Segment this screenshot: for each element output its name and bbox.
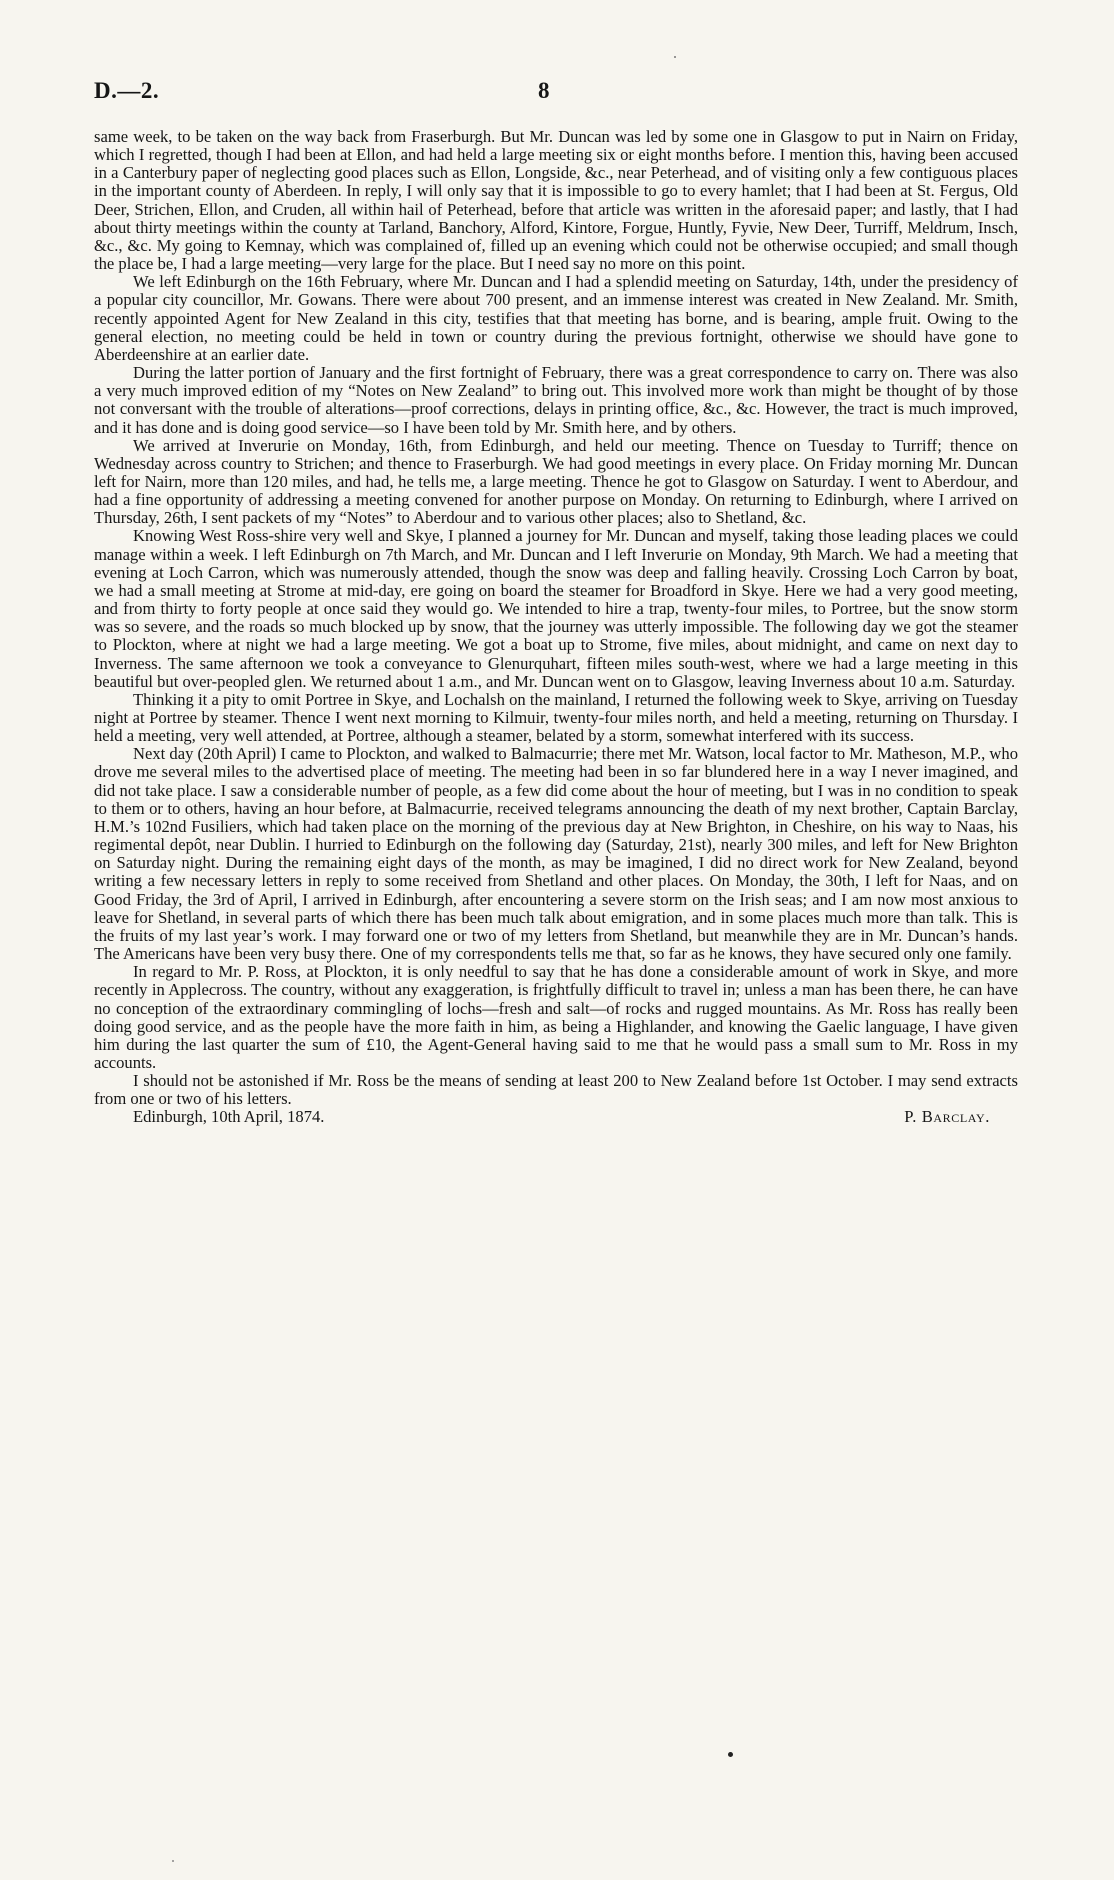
ink-speck [728,1752,733,1757]
paragraph: We arrived at Inverurie on Monday, 16th, from Edinburgh, and held our meeting. Thence on Tuesday to Turriff; thence on Wednesday across country to Strichen; and thence to Fraserburgh. We had good meetings in every place. On Friday morning Mr. Duncan left for Nairn, more than 120 miles, and had, he tells me, a large meeting. Thence he got to Glasgow on Saturday. I went to Aberdour, and had a fine opportunity of addressing a meeting convened for another purpose on Monday. On returning to Edinburgh, where I arrived on Thursday, 26th, I sent packets of my “Notes” to Aberdour and to various other places; also to Shetland, &c. [94,435,1018,528]
page-number: 8 [538,78,550,103]
signature: P. Barclay. [904,1107,990,1127]
paragraph: I should not be astonished if Mr. Ross be the means of sending at least 200 to New Zealand before 1st October. I may send extracts from one or two of his letters. [94,1071,1018,1109]
body-text [94,128,1018,1127]
paragraph: During the latter portion of January and the first fortnight of February, there was a great correspondence to carry on. There was also a very much improved edition of my “Notes on New Zealand” to bring out. This involved more work than might be thought of by those not conversant with the trouble of alterations—proof corrections, delays in printing office, &c., &c. However, the tract is much improved, and it has done and is doing good service—so I have been told by Mr. Smith here, and by others. [94,363,1018,437]
place-and-date: Edinburgh, 10th April, 1874. [133,1107,325,1127]
paragraph: We left Edinburgh on the 16th February, where Mr. Duncan and I had a splendid meeting on Saturday, 14th, under the presidency of a popular city councillor, Mr. Gowans. There were about 700 present, and an immense interest was created in New Zealand. Mr. Smith, recently appointed Agent for New Zealand in this city, testifies that that meeting has borne, and is bearing, ample fruit. Owing to the general election, no meeting could be held in town or country during the previous fortnight, otherwise we should have gone to Aberdeenshire at an earlier date. [94,272,1018,364]
document-code: D.—2. [94,78,160,103]
signoff [94,1108,1018,1127]
ink-speck [172,1860,174,1862]
paragraph: Knowing West Ross-shire very well and Skye, I planned a journey for Mr. Duncan and myself, taking those leading places we could manage within a week. I left Edinburgh on 7th March, and Mr. Duncan and I left Inverurie on Monday, 9th March. We had a meeting that evening at Loch Carron, which was numerously attended, though the snow was deep and falling heavily. Crossing Loch Carron by boat, we had a small meeting at Strome at mid-day, ere going on board the steamer for Broadford in Skye. Here we had a very good meeting, and from thirty to forty people at once said they would go. We intended to hire a trap, twenty-four miles, to Portree, but the snow storm was so severe, and the roads so much blocked up by snow, that the journey was utterly impossible. The following day we got the steamer to Plockton, where at night we had a large meeting. We got a boat up to Strome, five miles, about midnight, and came on next day to Inverness. The same afternoon we took a conveyance to Glenurquhart, fifteen miles south-west, where we had a large meeting in this beautiful but over-peopled glen. We returned about 1 a.m., and Mr. Duncan went on to Glasgow, leaving Inverness about 10 a.m. Saturday. [94,526,1018,691]
paragraph: same week, to be taken on the way back from Fraserburgh. But Mr. Duncan was led by some one in Glasgow to put in Nairn on Friday, which I regretted, though I had been at Ellon, and had held a large meeting six or eight months before. I mention this, having been accused in a Canterbury paper of neglecting good places such as Ellon, Longside, &c., near Peterhead, and of visiting only a few contiguous places in the important county of Aberdeen. In reply, I will only say that it is impossible to go to every hamlet; that I had been at St. Fergus, Old Deer, Strichen, Ellon, and Cruden, all within hail of Peterhead, before that article was written in the aforesaid paper; and lastly, that I had about thirty meetings within the county at Tarland, Banchory, Alford, Kintore, Forgue, Huntly, Fyvie, New Deer, Turriff, Meldrum, Insch, &c., &c. My going to Kemnay, which was complained of, filled up an evening which could not be otherwise occupied; and small though the place be, I had a large meeting—very large for the place. But I need say no more on this point. [94,127,1018,274]
paragraph: Next day (20th April) I came to Plockton, and walked to Balmacurrie; there met Mr. Watson, local factor to Mr. Matheson, M.P., who drove me several miles to the advertised place of meeting. The meeting had been in so far blundered here in a way I never imagined, and did not take place. I saw a considerable number of people, as a few did come about the hour of meeting, but I was in no condition to speak to them or to others, having an hour before, at Balmacurrie, received telegrams announcing the death of my next brother, Captain Barclay, H.M.’s 102nd Fusiliers, which had taken place on the morning of the previous day at New Brighton, in Cheshire, on his way to Naas, his regimental depôt, near Dublin. I hurried to Edinburgh on the following day (Saturday, 21st), nearly 300 miles, and left for New Brighton on Saturday night. During the remaining eight days of the month, as may be imagined, I did no direct work for New Zealand, beyond writing a few necessary letters in reply to some received from Shetland and other places. On Monday, the 30th, I left for Naas, and on Good Friday, the 3rd of April, I arrived in Edinburgh, after encountering a severe storm on the Irish seas; and I am now most anxious to leave for Shetland, in several parts of which there has been much talk about emigration, and in some places much more than talk. This is the fruits of my last year’s work. I may forward one or two of my letters from Shetland, but meanwhile they are in Mr. Duncan’s hands. The Americans have been very busy there. One of my correspondents tells me that, so far as he knows, they have secured only one family. [94,744,1019,964]
paragraph: In regard to Mr. P. Ross, at Plockton, it is only needful to say that he has done a considerable amount of work in Skye, and more recently in Applecross. The country, without any exaggeration, is frightfully difficult to travel in; unless a man has been there, he can have no conception of the extraordinary commingling of lochs—fresh and salt—of rocks and rugged mountains. As Mr. Ross has really been doing good service, and as the people have the more faith in him, as being a Highlander, and knowing the Gaelic language, I have given him during the last quarter the sum of £10, the Agent-General having said to me that he would pass a small sum to Mr. Ross in my accounts. [94,962,1018,1072]
page-header [94,78,1018,108]
ink-speck [674,56,676,58]
paragraph: Thinking it a pity to omit Portree in Skye, and Lochalsh on the mainland, I returned the following week to Skye, arriving on Tuesday night at Portree by steamer. Thence I went next morning to Kilmuir, twenty-four miles north, and held a meeting, returning on Thursday. I held a meeting, very well attended, at Portree, although a steamer, belated by a storm, somewhat interfered with its success. [94,689,1018,746]
